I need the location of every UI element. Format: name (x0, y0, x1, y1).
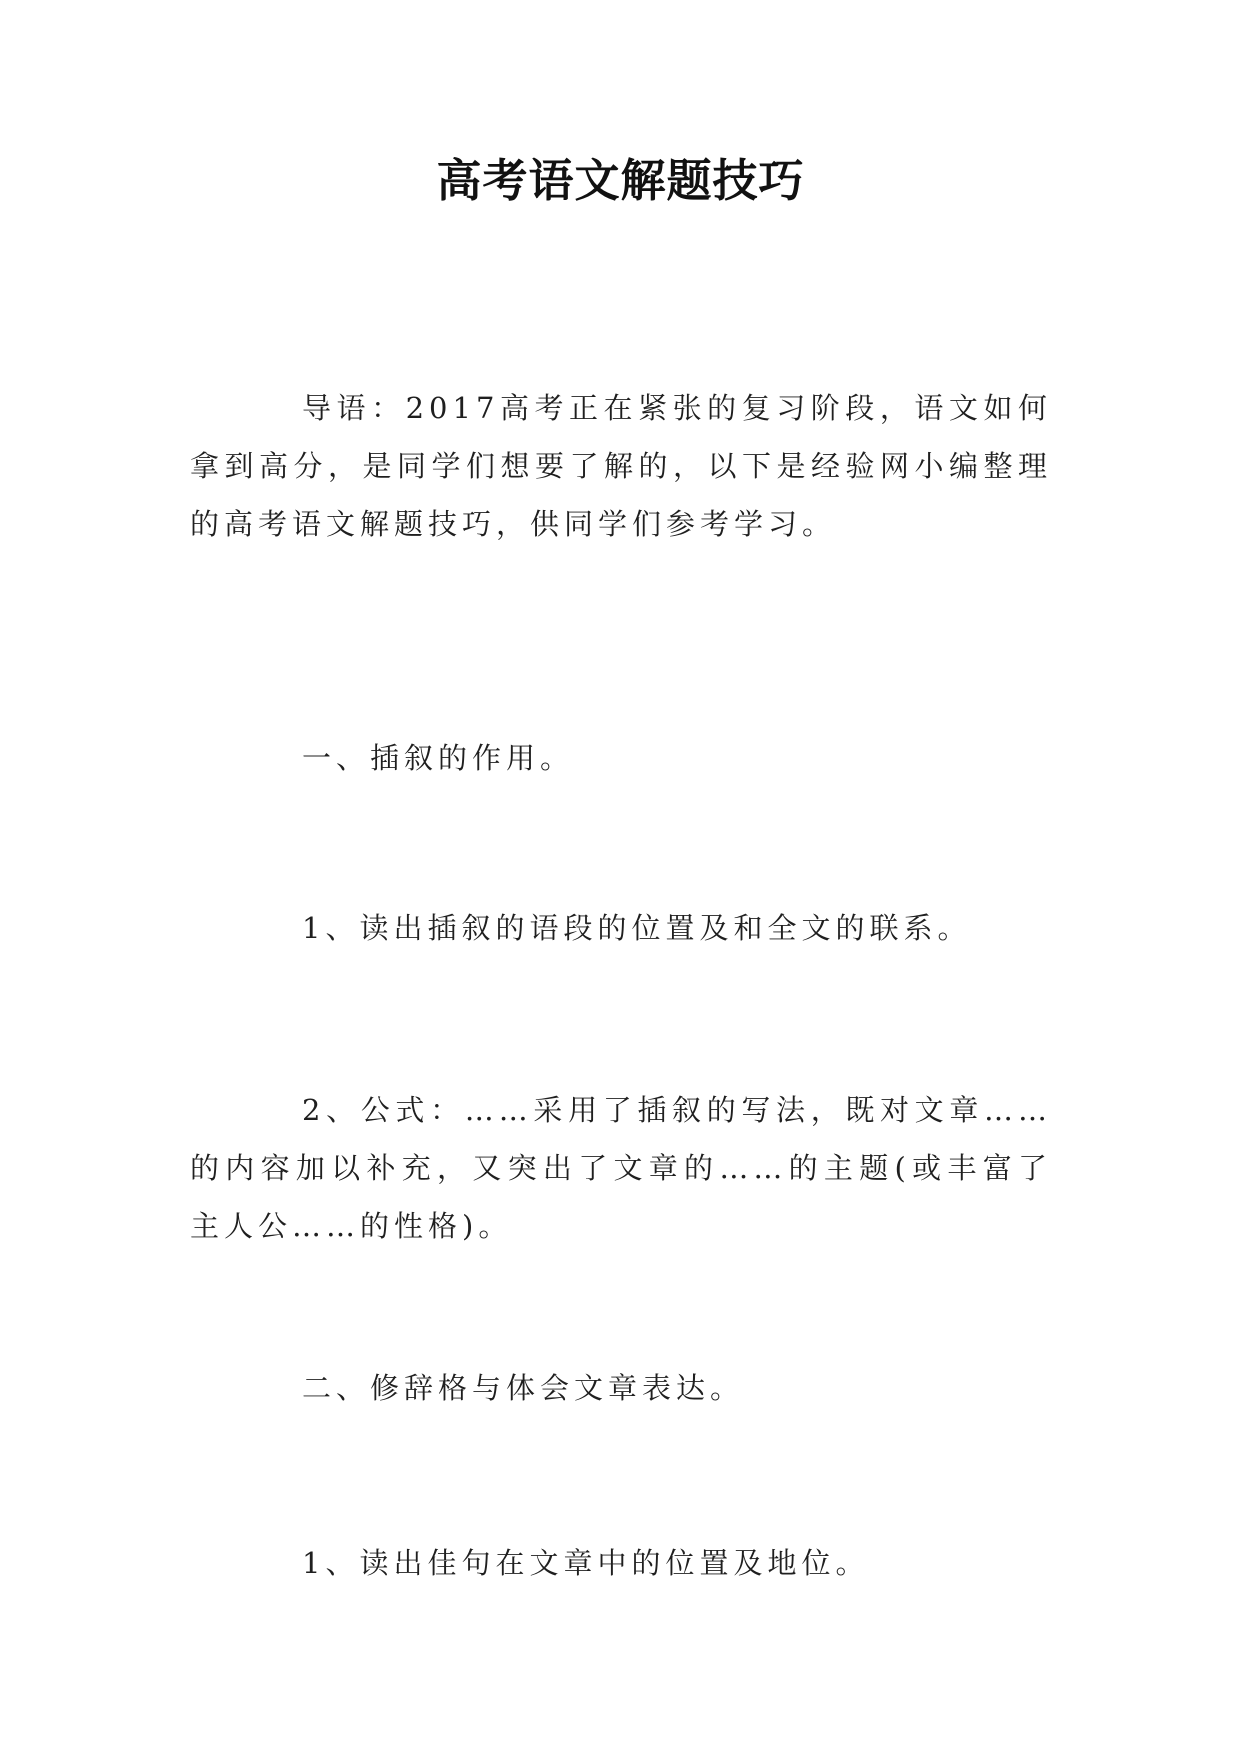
section-1-item-2: 2、公式：……采用了插叙的写法，既对文章……的内容加以补充，又突出了文章的……的主题(或丰富了主人公……的性格)。 (190, 1093, 1052, 1243)
intro-paragraph: 导语：2017高考正在紧张的复习阶段，语文如何拿到高分，是同学们想要了解的，以下是经验网小编整理的高考语文解题技巧，供同学们参考学习。 (190, 391, 1052, 541)
document-title: 高考语文解题技巧 (436, 154, 805, 207)
section-2-item-1: 1、读出佳句在文章中的位置及地位。 (302, 1546, 870, 1580)
section-heading-2: 二、修辞格与体会文章表达。 (302, 1371, 745, 1405)
section-heading-1: 一、插叙的作用。 (302, 741, 575, 775)
section-1-item-1: 1、读出插叙的语段的位置及和全文的联系。 (302, 911, 972, 945)
